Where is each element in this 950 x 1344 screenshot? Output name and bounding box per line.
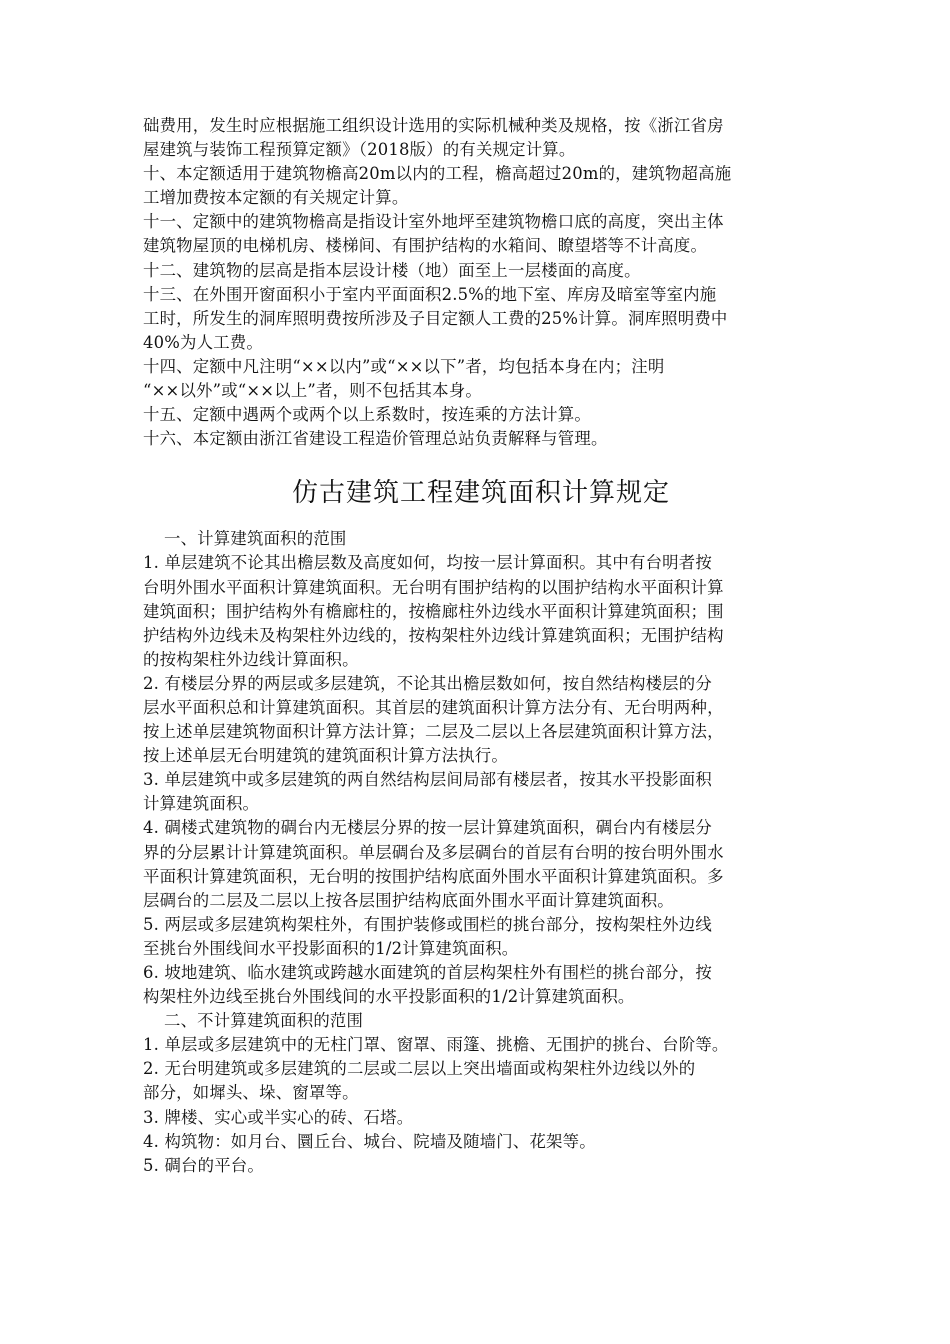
text-line: 2. 无台明建筑或多层建筑的二层或二层以上突出墙面或构架柱外边线以外的 [143,1059,696,1079]
text-line: 按上述单层无台明建筑的建筑面积计算方法执行。 [143,746,508,766]
text-line: 建筑物屋顶的电梯机房、楼梯间、有围护结构的水箱间、瞭望塔等不计高度。 [143,236,708,256]
text-line: 1. 单层建筑不论其出檐层数及高度如何，均按一层计算面积。其中有台明者按 [143,553,712,573]
text-line: 台明外围水平面积计算建筑面积。无台明有围护结构的以围护结构水平面积计算 [143,577,724,597]
text-line: 建筑面积；围护结构外有檐廊柱的，按檐廊柱外边线水平面积计算建筑面积；围 [143,601,724,621]
text-line: 计算建筑面积。 [143,794,260,814]
section-title: 仿古建筑工程建筑面积计算规定 [291,478,670,509]
text-line: 层碉台的二层及二层以上按各层围护结构底面外围水平面计算建筑面积。 [143,890,674,910]
text-line: 6. 坡地建筑、临水建筑或跨越水面建筑的首层构架柱外有围栏的挑台部分，按 [143,963,712,982]
text-line: 按上述单层建筑物面积计算方法计算；二层及二层以上各层建筑面积计算方法， [143,722,724,742]
subsection-heading: 一、计算建筑面积的范围 [164,529,347,549]
text-line: 十五、定额中遇两个或两个以上系数时，按连乘的方法计算。 [143,405,591,425]
text-line: 1. 单层或多层建筑中的无柱门罩、窗罩、雨篷、挑檐、无围护的挑台、台阶等。 [143,1035,729,1055]
text-line: 5. 碉台的平台。 [143,1155,264,1175]
text-line: 平面积计算建筑面积，无台明的按围护结构底面外围水平面积计算建筑面积。多 [143,866,724,886]
text-line: “××以外”或“××以上”者，则不包括其本身。 [143,381,482,401]
text-line: 十二、建筑物的层高是指本层设计楼（地）面至上一层楼面的高度。 [143,260,641,280]
text-line: 护结构外边线未及构架柱外边线的，按构架柱外边线计算建筑面积；无围护结构 [143,625,724,645]
text-line: 4. 碉楼式建筑物的碉台内无楼层分界的按一层计算建筑面积，碉台内有楼层分 [143,818,712,838]
text-line: 3. 单层建筑中或多层建筑的两自然结构层间局部有楼层者，按其水平投影面积 [143,770,712,790]
text-line: 屋建筑与装饰工程预算定额》（2018版）的有关规定计算。 [143,140,576,160]
top-paragraphs [143,114,813,451]
text-line: 十六、本定额由浙江省建设工程造价管理总站负责解释与管理。 [143,429,608,449]
text-line: 十、本定额适用于建筑物檐高20m以内的工程，檐高超过20m的，建筑物超高施 [143,164,732,184]
document-page [143,114,813,1178]
text-line: 2. 有楼层分界的两层或多层建筑，不论其出檐层数如何，按自然结构楼层的分 [143,673,712,693]
text-line: 40%为人工费。 [143,332,263,352]
text-line: 工时，所发生的洞库照明费按所涉及子目定额人工费的25%计算。洞库照明费中 [143,308,728,328]
section-body [143,527,813,1178]
text-line: 础费用，发生时应根据施工组织设计选用的实际机械种类及规格，按《浙江省房 [143,116,724,135]
text-line: 层水平面积总和计算建筑面积。其首层的建筑面积计算方法分有、无台明两种， [143,697,724,717]
text-line: 4. 构筑物：如月台、圜丘台、城台、院墙及随墙门、花架等。 [143,1131,596,1151]
text-line: 十一、定额中的建筑物檐高是指设计室外地坪至建筑物檐口底的高度，突出主体 [143,212,724,232]
text-line: 界的分层累计计算建筑面积。单层碉台及多层碉台的首层有台明的按台明外围水 [143,842,724,862]
text-line: 十三、在外围开窗面积小于室内平面面积2.5%的地下室、库房及暗室等室内施 [143,284,717,304]
text-line: 至挑台外围线间水平投影面积的1/2计算建筑面积。 [143,938,519,958]
text-line: 的按构架柱外边线计算面积。 [143,649,359,669]
text-line: 十四、定额中凡注明“××以内”或“××以下”者，均包括本身在内；注明 [143,356,665,376]
text-line: 5. 两层或多层建筑构架柱外，有围护装修或围栏的挑台部分，按构架柱外边线 [143,914,712,934]
text-line: 构架柱外边线至挑台外围线间的水平投影面积的1/2计算建筑面积。 [143,987,635,1007]
subsection-heading: 二、不计算建筑面积的范围 [164,1011,364,1031]
text-line: 部分，如墀头、垛、窗罩等。 [143,1083,359,1103]
text-line: 工增加费按本定额的有关规定计算。 [143,188,409,208]
text-line: 3. 牌楼、实心或半实心的砖、石塔。 [143,1107,414,1127]
